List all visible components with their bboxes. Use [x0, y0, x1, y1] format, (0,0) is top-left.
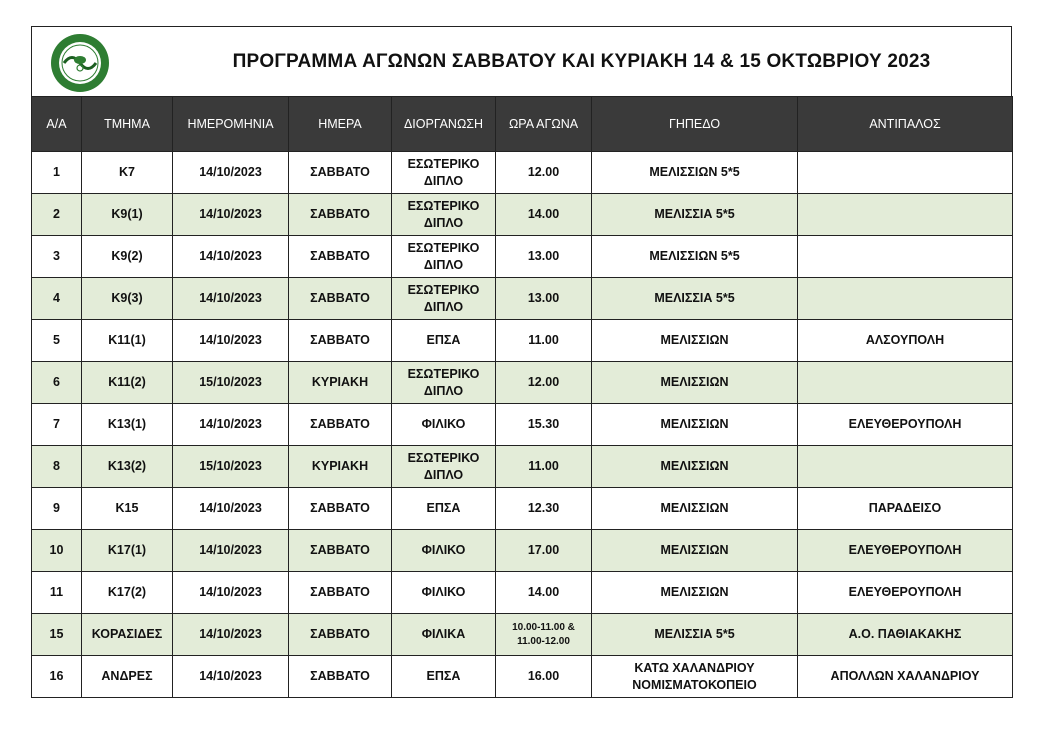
table-cell: 16.00	[496, 656, 592, 698]
page-title: ΠΡΟΓΡΑΜΜΑ ΑΓΩΝΩΝ ΣΑΒΒΑΤΟΥ ΚΑΙ ΚΥΡΙΑΚΗ 14 & 15 ΟΚΤΩΒΡΙΟΥ 2023	[232, 51, 931, 72]
table-cell: 14/10/2023	[173, 320, 289, 362]
table-cell	[798, 278, 1013, 320]
table-cell: 14/10/2023	[173, 278, 289, 320]
column-header: ΤΜΗΜΑ	[82, 97, 173, 152]
table-cell: 14/10/2023	[173, 236, 289, 278]
table-cell: 14/10/2023	[173, 194, 289, 236]
table-header-row	[32, 97, 1013, 152]
column-header: ΔΙΟΡΓΑΝΩΣΗ	[392, 97, 496, 152]
table-cell: Κ9(3)	[82, 278, 173, 320]
table-cell: ΣΑΒΒΑΤΟ	[289, 278, 392, 320]
table-cell: ΜΕΛΙΣΣΙΩΝ	[592, 362, 798, 404]
table-cell: ΑΠΟΛΛΩΝ ΧΑΛΑΝΔΡΙΟΥ	[798, 656, 1013, 698]
table-cell: 10.00-11.00 & 11.00-12.00	[496, 614, 592, 656]
table-cell: Κ11(1)	[82, 320, 173, 362]
table-cell: 14/10/2023	[173, 152, 289, 194]
table-cell: ΦΙΛΙΚΟ	[392, 404, 496, 446]
table-cell: ΣΑΒΒΑΤΟ	[289, 530, 392, 572]
table-cell: ΣΑΒΒΑΤΟ	[289, 614, 392, 656]
table-cell: ΣΑΒΒΑΤΟ	[289, 320, 392, 362]
column-header: ΗΜΕΡΑ	[289, 97, 392, 152]
table-cell: ΣΑΒΒΑΤΟ	[289, 656, 392, 698]
table-cell: ΜΕΛΙΣΣΙΩΝ 5*5	[592, 152, 798, 194]
table-cell: 15/10/2023	[173, 362, 289, 404]
table-cell: Κ17(2)	[82, 572, 173, 614]
column-header: ΑΝΤΙΠΑΛΟΣ	[798, 97, 1013, 152]
table-cell: ΣΑΒΒΑΤΟ	[289, 488, 392, 530]
table-cell: Κ17(1)	[82, 530, 173, 572]
table-row	[32, 194, 1013, 236]
table-cell: ΚΑΤΩ ΧΑΛΑΝΔΡΙΟΥ ΝΟΜΙΣΜΑΤΟΚΟΠΕΙΟ	[592, 656, 798, 698]
table-cell: 6	[32, 362, 82, 404]
table-cell	[798, 446, 1013, 488]
table-cell: Κ9(1)	[82, 194, 173, 236]
table-cell: ΕΠΣΑ	[392, 656, 496, 698]
table-cell	[798, 236, 1013, 278]
table-cell: ΜΕΛΙΣΣΙΩΝ	[592, 404, 798, 446]
table-cell: ΕΣΩΤΕΡΙΚΟ ΔΙΠΛΟ	[392, 278, 496, 320]
table-cell: ΜΕΛΙΣΣΙΩΝ	[592, 572, 798, 614]
table-cell: ΕΣΩΤΕΡΙΚΟ ΔΙΠΛΟ	[392, 446, 496, 488]
table-cell: ΕΣΩΤΕΡΙΚΟ ΔΙΠΛΟ	[392, 194, 496, 236]
table-cell	[798, 194, 1013, 236]
table-cell	[798, 152, 1013, 194]
table-row	[32, 236, 1013, 278]
table-cell: ΜΕΛΙΣΣΙΩΝ	[592, 530, 798, 572]
table-cell: ΚΥΡΙΑΚΗ	[289, 362, 392, 404]
table-cell: ΕΣΩΤΕΡΙΚΟ ΔΙΠΛΟ	[392, 152, 496, 194]
schedule-table	[31, 96, 1013, 698]
table-row	[32, 530, 1013, 572]
table-cell: 11.00	[496, 446, 592, 488]
table-cell: ΣΑΒΒΑΤΟ	[289, 404, 392, 446]
column-header: ΗΜΕΡΟΜΗΝΙΑ	[173, 97, 289, 152]
table-cell: ΜΕΛΙΣΣΙΩΝ 5*5	[592, 236, 798, 278]
table-cell: 17.00	[496, 530, 592, 572]
table-cell: 15	[32, 614, 82, 656]
table-cell: 14.00	[496, 194, 592, 236]
table-cell: ΜΕΛΙΣΣΙΑ 5*5	[592, 278, 798, 320]
table-cell: Κ9(2)	[82, 236, 173, 278]
table-cell: 9	[32, 488, 82, 530]
table-cell: 12.00	[496, 362, 592, 404]
table-cell: ΕΣΩΤΕΡΙΚΟ ΔΙΠΛΟ	[392, 362, 496, 404]
table-cell: 14/10/2023	[173, 404, 289, 446]
table-cell: 14/10/2023	[173, 530, 289, 572]
table-cell: ΕΛΕΥΘΕΡΟΥΠΟΛΗ	[798, 404, 1013, 446]
table-cell: ΑΛΣΟΥΠΟΛΗ	[798, 320, 1013, 362]
table-cell: ΚΥΡΙΑΚΗ	[289, 446, 392, 488]
column-header: ΓΗΠΕΔΟ	[592, 97, 798, 152]
table-cell: 14/10/2023	[173, 656, 289, 698]
table-cell: ΜΕΛΙΣΣΙΑ 5*5	[592, 194, 798, 236]
table-cell: 13.00	[496, 236, 592, 278]
table-cell: 11.00	[496, 320, 592, 362]
table-cell: ΑΝΔΡΕΣ	[82, 656, 173, 698]
table-cell: 16	[32, 656, 82, 698]
table-cell: ΣΑΒΒΑΤΟ	[289, 236, 392, 278]
club-crest-logo	[50, 33, 110, 93]
table-cell: 14.00	[496, 572, 592, 614]
table-cell: ΣΑΒΒΑΤΟ	[289, 572, 392, 614]
table-cell: 8	[32, 446, 82, 488]
table-cell: 14/10/2023	[173, 614, 289, 656]
table-cell: 11	[32, 572, 82, 614]
table-cell: 1	[32, 152, 82, 194]
table-cell: Κ13(1)	[82, 404, 173, 446]
table-cell: 13.00	[496, 278, 592, 320]
table-cell: Κ11(2)	[82, 362, 173, 404]
schedule-sheet	[31, 26, 1012, 698]
table-body	[32, 152, 1013, 698]
table-cell: 15/10/2023	[173, 446, 289, 488]
table-cell: ΜΕΛΙΣΣΙΩΝ	[592, 488, 798, 530]
table-cell: ΕΛΕΥΘΕΡΟΥΠΟΛΗ	[798, 572, 1013, 614]
table-cell: Α.Ο. ΠΑΘΙΑΚΑΚΗΣ	[798, 614, 1013, 656]
table-cell: ΣΑΒΒΑΤΟ	[289, 194, 392, 236]
table-cell: Κ13(2)	[82, 446, 173, 488]
table-cell: ΦΙΛΙΚΟ	[392, 530, 496, 572]
table-cell: ΕΠΣΑ	[392, 320, 496, 362]
table-cell: 15.30	[496, 404, 592, 446]
table-cell: ΦΙΛΙΚΟ	[392, 572, 496, 614]
table-row	[32, 488, 1013, 530]
table-cell: ΕΠΣΑ	[392, 488, 496, 530]
table-cell: 14/10/2023	[173, 572, 289, 614]
table-row	[32, 446, 1013, 488]
table-row	[32, 362, 1013, 404]
table-cell: 12.00	[496, 152, 592, 194]
table-cell: 2	[32, 194, 82, 236]
column-header: ΩΡΑ ΑΓΩΝΑ	[496, 97, 592, 152]
table-row	[32, 614, 1013, 656]
table-cell: ΣΑΒΒΑΤΟ	[289, 152, 392, 194]
table-cell: 12.30	[496, 488, 592, 530]
table-row	[32, 278, 1013, 320]
table-row	[32, 656, 1013, 698]
sheet-header	[31, 26, 1012, 96]
table-cell	[798, 362, 1013, 404]
table-cell: 10	[32, 530, 82, 572]
table-cell: ΜΕΛΙΣΣΙΩΝ	[592, 320, 798, 362]
table-cell: ΦΙΛΙΚΑ	[392, 614, 496, 656]
table-cell: 5	[32, 320, 82, 362]
table-cell: Κ15	[82, 488, 173, 530]
table-row	[32, 404, 1013, 446]
table-cell: ΕΛΕΥΘΕΡΟΥΠΟΛΗ	[798, 530, 1013, 572]
table-cell: 3	[32, 236, 82, 278]
table-cell: 14/10/2023	[173, 488, 289, 530]
table-row	[32, 572, 1013, 614]
table-row	[32, 320, 1013, 362]
table-cell: 4	[32, 278, 82, 320]
table-cell: Κ7	[82, 152, 173, 194]
table-cell: ΠΑΡΑΔΕΙΣΟ	[798, 488, 1013, 530]
table-cell: ΕΣΩΤΕΡΙΚΟ ΔΙΠΛΟ	[392, 236, 496, 278]
table-cell: ΜΕΛΙΣΣΙΩΝ	[592, 446, 798, 488]
table-cell: 7	[32, 404, 82, 446]
table-cell: ΚΟΡΑΣΙΔΕΣ	[82, 614, 173, 656]
table-row	[32, 152, 1013, 194]
column-header: Α/Α	[32, 97, 82, 152]
table-cell: ΜΕΛΙΣΣΙΑ 5*5	[592, 614, 798, 656]
